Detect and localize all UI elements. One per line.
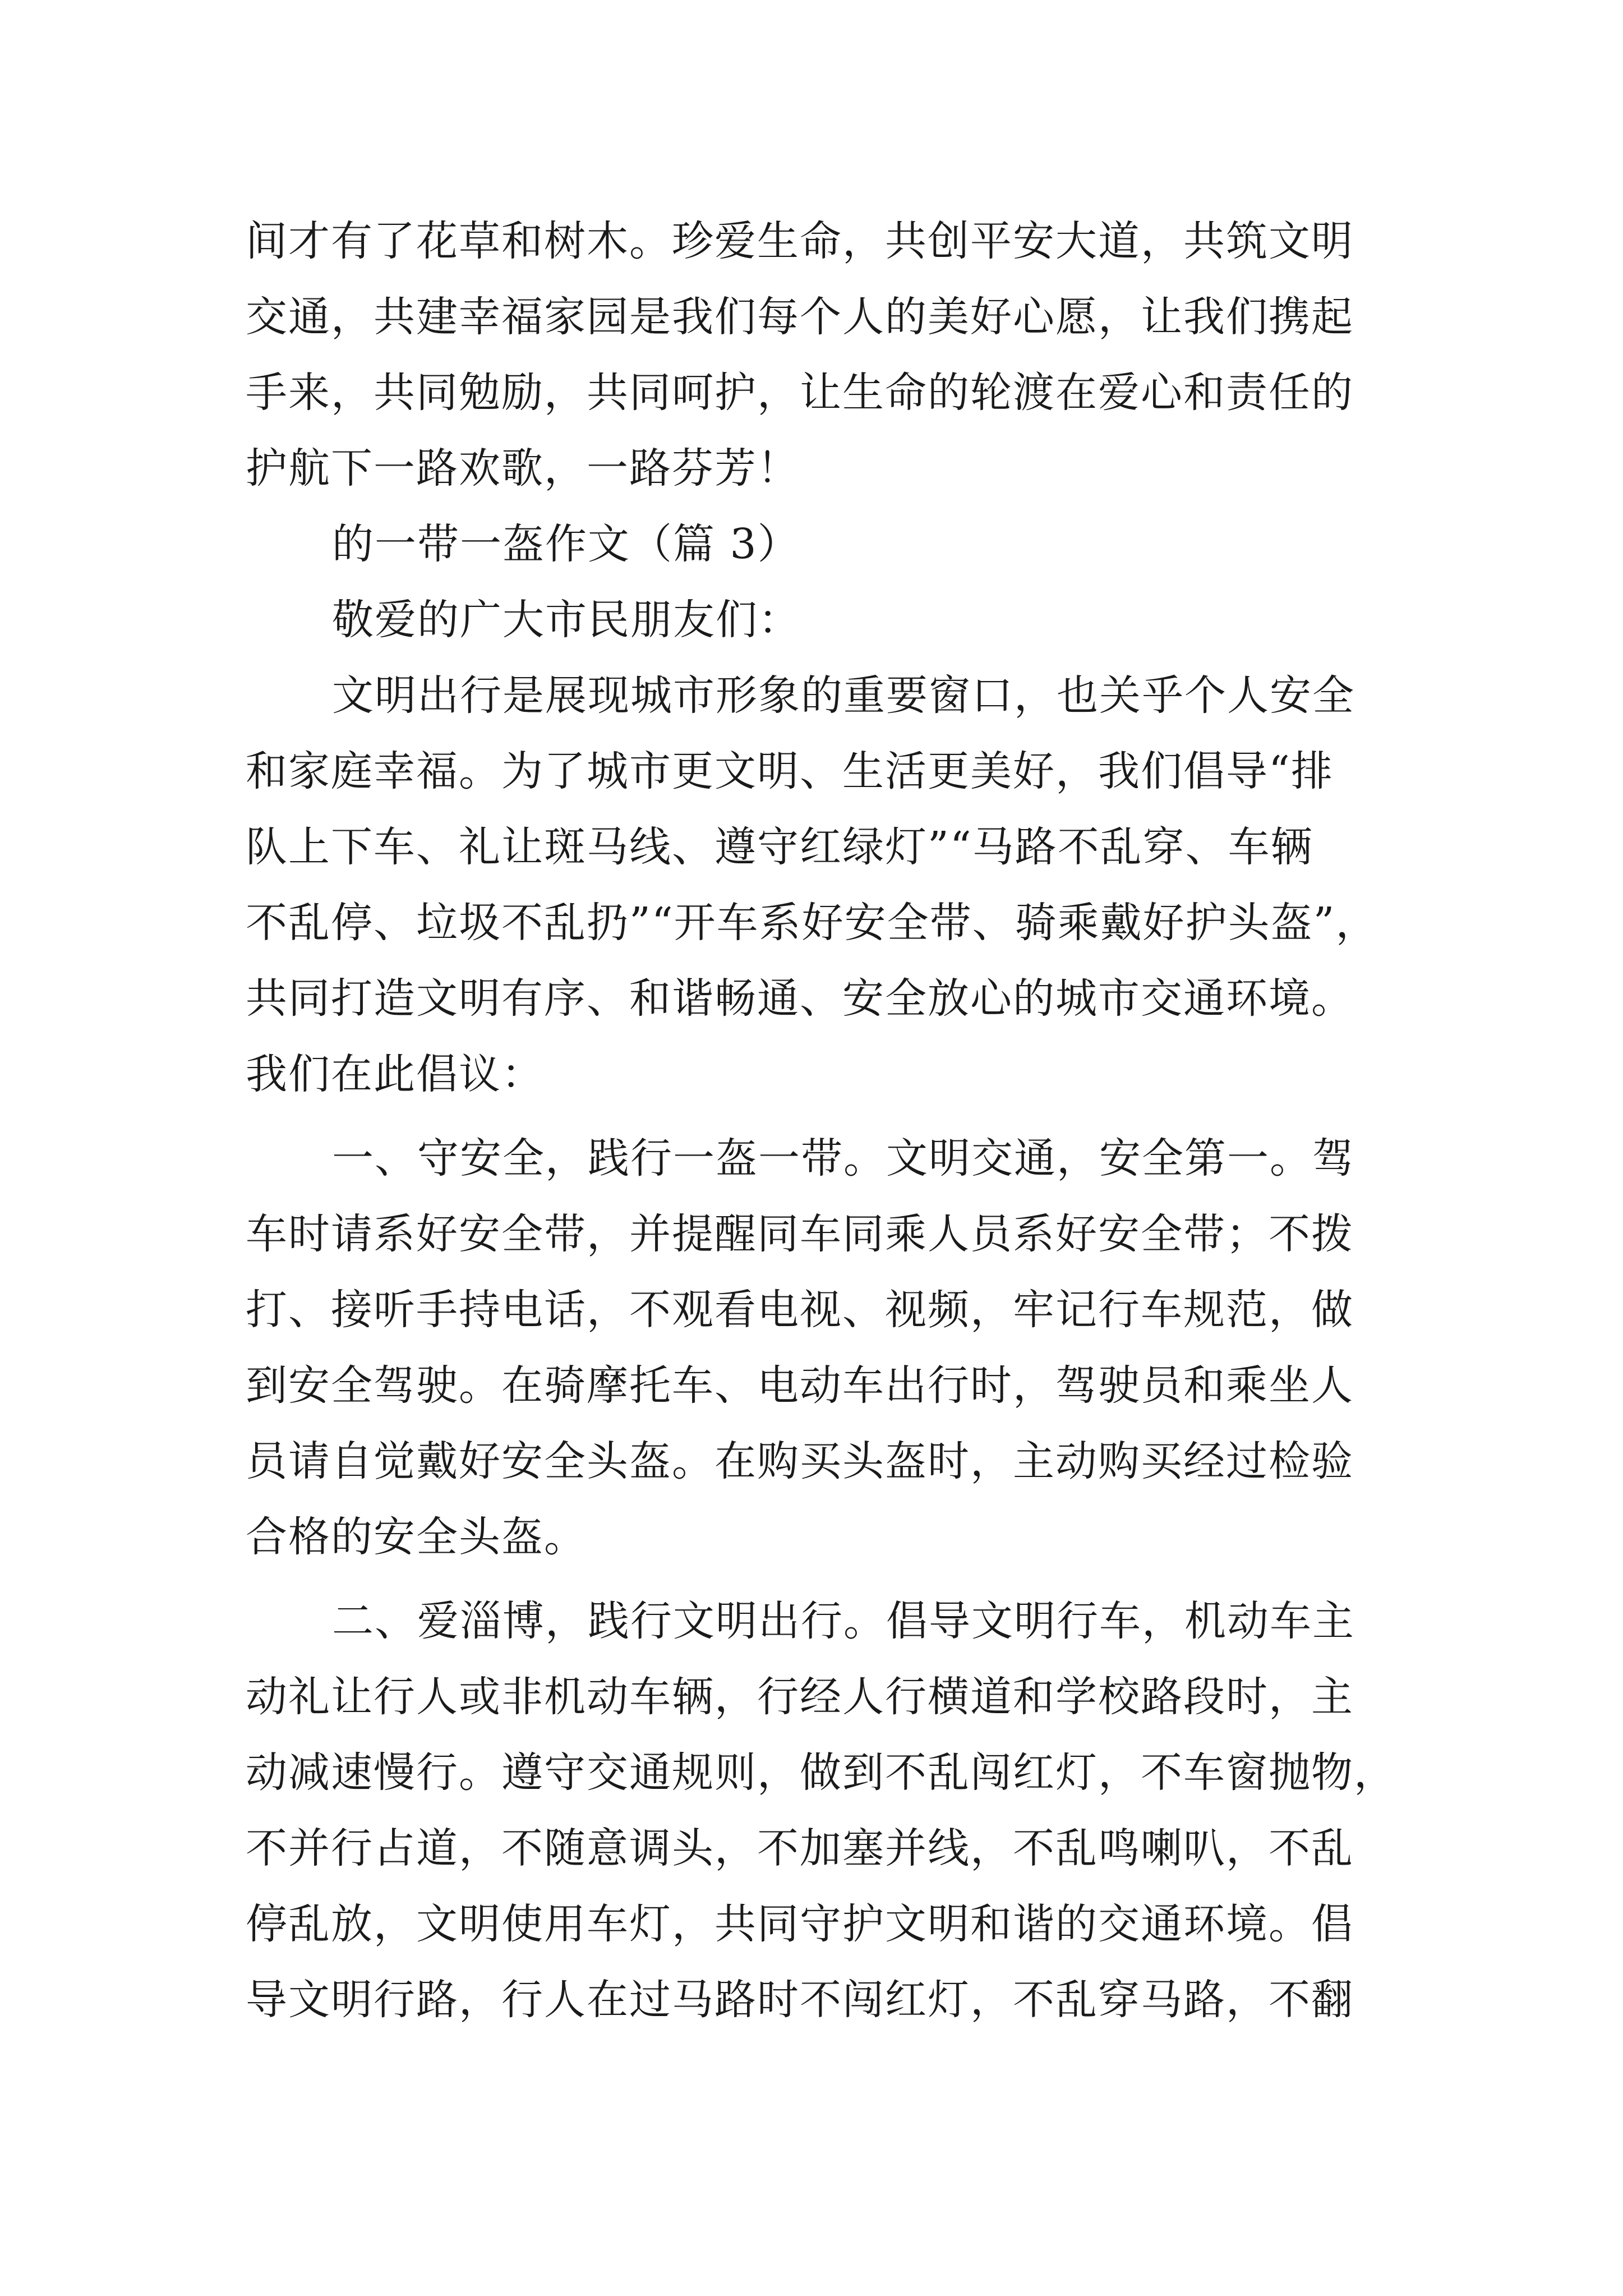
text-line bbox=[0, 1128, 1623, 1189]
text-line-content: 我们在此倡议： bbox=[246, 1050, 544, 1098]
text-line-content: 不并行占道，不随意调头，不加塞并线，不乱鸣喇叭，不乱 bbox=[246, 1824, 1354, 1872]
text-line-content: 导文明行路，行人在过马路时不闯红灯，不乱穿马路，不翻 bbox=[246, 1976, 1354, 2024]
text-line bbox=[0, 816, 1623, 878]
text-line-content: 手来，共同勉励，共同呵护，让生命的轮渡在爱心和责任的 bbox=[246, 369, 1354, 417]
text-line bbox=[0, 1430, 1623, 1492]
text-line-content: 停乱放，文明使用车灯，共同守护文明和谐的交通环境。倡 bbox=[246, 1900, 1354, 1948]
text-line bbox=[0, 1279, 1623, 1341]
section-heading-text: 的一带一盔作文（篇 3） bbox=[332, 520, 800, 568]
text-line bbox=[0, 1043, 1623, 1105]
text-line-content: 队上下车、礼让斑马线、遵守红绿灯”“马路不乱穿、车辆 bbox=[246, 823, 1313, 871]
text-line bbox=[0, 1818, 1623, 1879]
text-line bbox=[0, 286, 1623, 348]
text-line-content: 文明出行是展现城市形象的重要窗口，也关乎个人安全 bbox=[332, 671, 1355, 720]
text-line bbox=[0, 892, 1623, 954]
text-line bbox=[0, 1969, 1623, 2031]
text-line-content: 护航下一路欢歌，一路芬芳！ bbox=[246, 444, 800, 493]
text-line bbox=[0, 1742, 1623, 1803]
text-line-content: 动减速慢行。遵守交通规则，做到不乱闯红灯，不车窗抛物， bbox=[246, 1749, 1396, 1797]
text-line-content: 不乱停、垃圾不乱扔”“开车系好安全带、骑乘戴好护头盔”， bbox=[246, 899, 1378, 947]
text-line bbox=[0, 1506, 1623, 1568]
text-line bbox=[0, 1355, 1623, 1416]
text-line-content: 打、接听手持电话，不观看电视、视频，牢记行车规范，做 bbox=[246, 1286, 1354, 1334]
text-line bbox=[0, 665, 1623, 726]
text-line-content: 员请自觉戴好安全头盔。在购买头盔时，主动购买经过检验 bbox=[246, 1437, 1354, 1485]
text-line bbox=[0, 1590, 1623, 1652]
text-line bbox=[0, 1893, 1623, 1955]
section-heading bbox=[0, 513, 1623, 575]
salutation-text: 敬爱的广大市民朋友们： bbox=[332, 596, 801, 644]
text-line bbox=[0, 210, 1623, 272]
text-line-content: 和家庭幸福。为了城市更文明、生活更美好，我们倡导“排 bbox=[246, 747, 1334, 795]
salutation bbox=[0, 589, 1623, 651]
text-line bbox=[0, 968, 1623, 1029]
text-line bbox=[0, 438, 1623, 499]
text-line-content: 车时请系好安全带，并提醒同车同乘人员系好安全带；不拨 bbox=[246, 1210, 1354, 1258]
text-line-content: 动礼让行人或非机动车辆，行经人行横道和学校路段时，主 bbox=[246, 1673, 1354, 1721]
text-line-content: 到安全驾驶。在骑摩托车、电动车出行时，驾驶员和乘坐人 bbox=[246, 1361, 1354, 1410]
text-line-content: 一、守安全，践行一盔一带。文明交通，安全第一。驾 bbox=[332, 1134, 1355, 1182]
text-line bbox=[0, 362, 1623, 424]
text-line bbox=[0, 1666, 1623, 1728]
text-line-content: 二、爱淄博，践行文明出行。倡导文明行车，机动车主 bbox=[332, 1597, 1355, 1645]
text-line-content: 交通，共建幸福家园是我们每个人的美好心愿，让我们携起 bbox=[246, 293, 1354, 341]
text-line-content: 共同打造文明有序、和谐畅通、安全放心的城市交通环境。 bbox=[246, 974, 1354, 1023]
text-line bbox=[0, 740, 1623, 802]
text-line-content: 间才有了花草和树木。珍爱生命，共创平安大道，共筑文明 bbox=[246, 217, 1354, 265]
text-line bbox=[0, 1203, 1623, 1265]
text-line-content: 合格的安全头盔。 bbox=[246, 1513, 587, 1561]
